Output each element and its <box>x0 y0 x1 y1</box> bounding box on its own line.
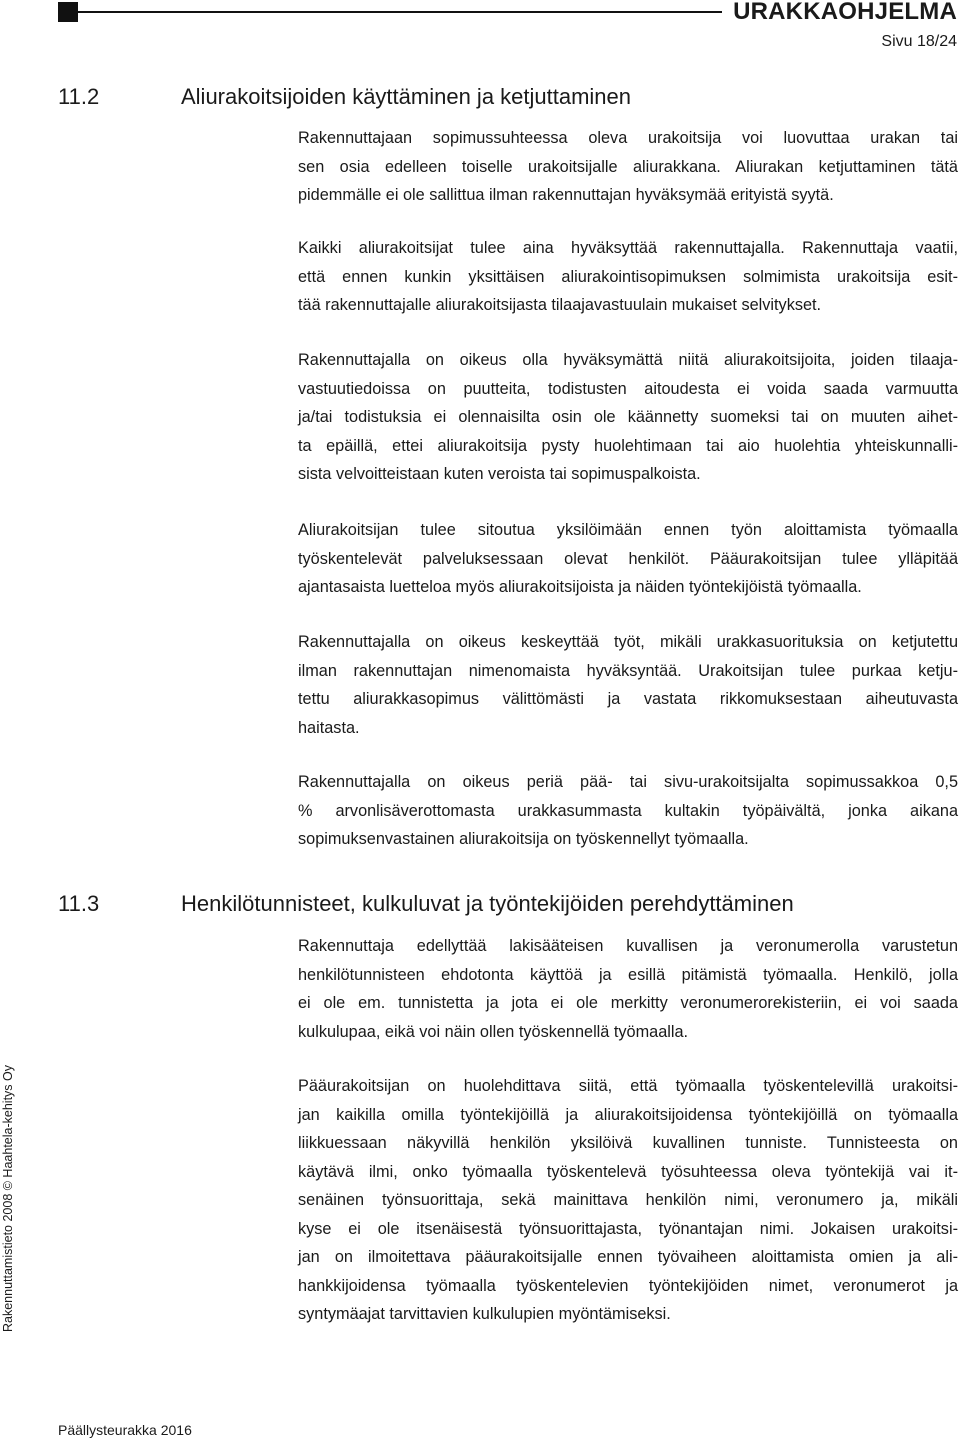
paragraph <box>298 1072 958 1329</box>
text-line: senäinen työnsuorittaja, sekä mainittava henkilön nimi, veronumero ja, mikäli <box>298 1191 958 1209</box>
section-number: 11.3 <box>58 891 100 916</box>
paragraph <box>298 516 958 602</box>
header-marker <box>58 2 78 22</box>
text-line: Rakennuttaja edellyttää lakisääteisen kuvallisen ja veronumerolla varustetun <box>298 937 958 955</box>
text-line: sista velvoitteistaan kuten veroista tai sopimuspalkoista. <box>298 465 701 483</box>
header-rule <box>78 11 722 13</box>
text-line: syntymäajat tarvittavien kulkulupien myöntämiseksi. <box>298 1305 671 1323</box>
copyright-side-text: Rakennuttamistieto 2008 © Haahtela-kehitys Oy <box>1 1065 15 1332</box>
text-line: ajantasaista luetteloa myös aliurakoitsijoista ja näiden työntekijöistä työmaalla. <box>298 578 862 596</box>
paragraph <box>298 124 958 210</box>
text-line: henkilötunnisteen ehdotonta käyttöä ja esillä pitämistä työmaalla. Henkilö, jolla <box>298 965 958 984</box>
text-line: Rakennuttajalla on oikeus keskeyttää työt, mikäli urakkasuorituksia on ketjutettu <box>298 633 958 651</box>
page-number: Sivu 18/24 <box>881 33 957 50</box>
text-line: Aliurakoitsijan tulee sitoutua yksilöimään ennen työn aloittamista työmaalla <box>298 521 958 539</box>
text-line: hankkijoidensa työmaalla työskentelevien työntekijöiden nimet, veronumerot ja <box>298 1276 958 1295</box>
text-line: vastuutiedoissa on puutteita, todistusten aitoudesta ei voida saada varmuutta <box>298 379 958 398</box>
text-line: että ennen kunkin yksittäisen aliurakointisopimuksen solmimista urakoitsija esit- <box>298 267 958 286</box>
text-line: jan kaikilla omilla työntekijöillä ja aliurakoitsijoidensa työntekijöillä on työmaalla <box>298 1105 958 1124</box>
text-line: ja/tai todistuksia ei olennaisilta osin ole käännetty suomeksi tai on muuten aihet- <box>298 408 958 426</box>
text-line: kulkulupaa, eikä voi näin ollen työskennellä työmaalla. <box>298 1022 689 1041</box>
text-line: tettu aliurakkasopimus välittömästi ja vastata rikkomuksestaan aiheutuvasta <box>298 690 958 708</box>
text-line: käytävä ilmi, onko työmaalla työskentelevä työsuhteessa oleva työntekijä vai it- <box>298 1162 958 1181</box>
text-line: jan on ilmoitettava pääurakoitsijalle ennen työvaiheen aloittamista omien ja ali- <box>298 1248 958 1266</box>
text-line: sopimuksenvastainen aliurakoitsija on työskennellyt työmaalla. <box>298 830 749 848</box>
section-title: Henkilötunnisteet, kulkuluvat ja työntekijöiden perehdyttäminen <box>181 891 794 916</box>
text-line: Pääurakoitsijan on huolehdittava siitä, että työmaalla työskentelevillä urakoitsi- <box>298 1077 958 1095</box>
text-line: ei ole em. tunnistetta ja jota ei ole merkitty veronumerorekisteriin, ei voi saada <box>298 994 958 1012</box>
text-line: Kaikki aliurakoitsijat tulee aina hyväksyttää rakennuttajalla. Rakennuttaja vaatii, <box>298 239 958 257</box>
text-line: ta epäillä, ettei aliurakoitsija pysty huolehtimaan tai aio huolehtia yhteiskunnalli- <box>298 436 958 455</box>
footer-text: Päällysteurakka 2016 <box>58 1422 192 1438</box>
paragraph <box>298 346 958 489</box>
paragraph <box>298 932 958 1046</box>
text-line: pidemmälle ei ole sallittua ilman rakennuttajan hyväksymää erityistä syytä. <box>298 186 834 204</box>
paragraph <box>298 768 958 854</box>
paragraph <box>298 628 958 742</box>
document-title: URAKKAOHJELMA <box>733 0 957 25</box>
text-line: tää rakennuttajalle aliurakoitsijasta tilaajavastuulain mukaiset selvitykset. <box>298 296 822 314</box>
text-line: Rakennuttajalla on oikeus olla hyväksymättä niitä aliurakoitsijoita, joiden tilaaja- <box>298 351 958 369</box>
paragraph <box>298 234 958 320</box>
text-line: sen osia edelleen toiselle urakoitsijalle aliurakkana. Aliurakan ketjuttaminen tätä <box>298 157 958 176</box>
text-line: liikkuessaan näkyvillä henkilön yksilöivä kuvallinen tunniste. Tunnisteesta on <box>298 1134 958 1152</box>
text-line: % arvonlisäverottomasta urakkasummasta kultakin työpäivältä, jonka aikana <box>298 801 958 820</box>
text-line: Rakennuttajaan sopimussuhteessa oleva urakoitsija voi luovuttaa urakan tai <box>298 129 958 147</box>
text-line: haitasta. <box>298 718 360 737</box>
section-number: 11.2 <box>58 84 100 109</box>
text-line: kyse ei ole itsenäisestä työnsuorittajasta, työnantajan nimi. Jokaisen urakoitsi- <box>298 1219 958 1238</box>
section-title: Aliurakoitsijoiden käyttäminen ja ketjuttaminen <box>181 84 632 109</box>
text-line: ilman rakennuttajan nimenomaista hyväksyntää. Urakoitsijan tulee purkaa ketju- <box>298 661 958 680</box>
text-line: Rakennuttajalla on oikeus periä pää- tai sivu-urakoitsijalta sopimussakkoa 0,5 <box>298 773 958 791</box>
text-line: työskentelevät palveluksessaan olevat henkilöt. Pääurakoitsijan tulee ylläpitää <box>298 549 958 568</box>
